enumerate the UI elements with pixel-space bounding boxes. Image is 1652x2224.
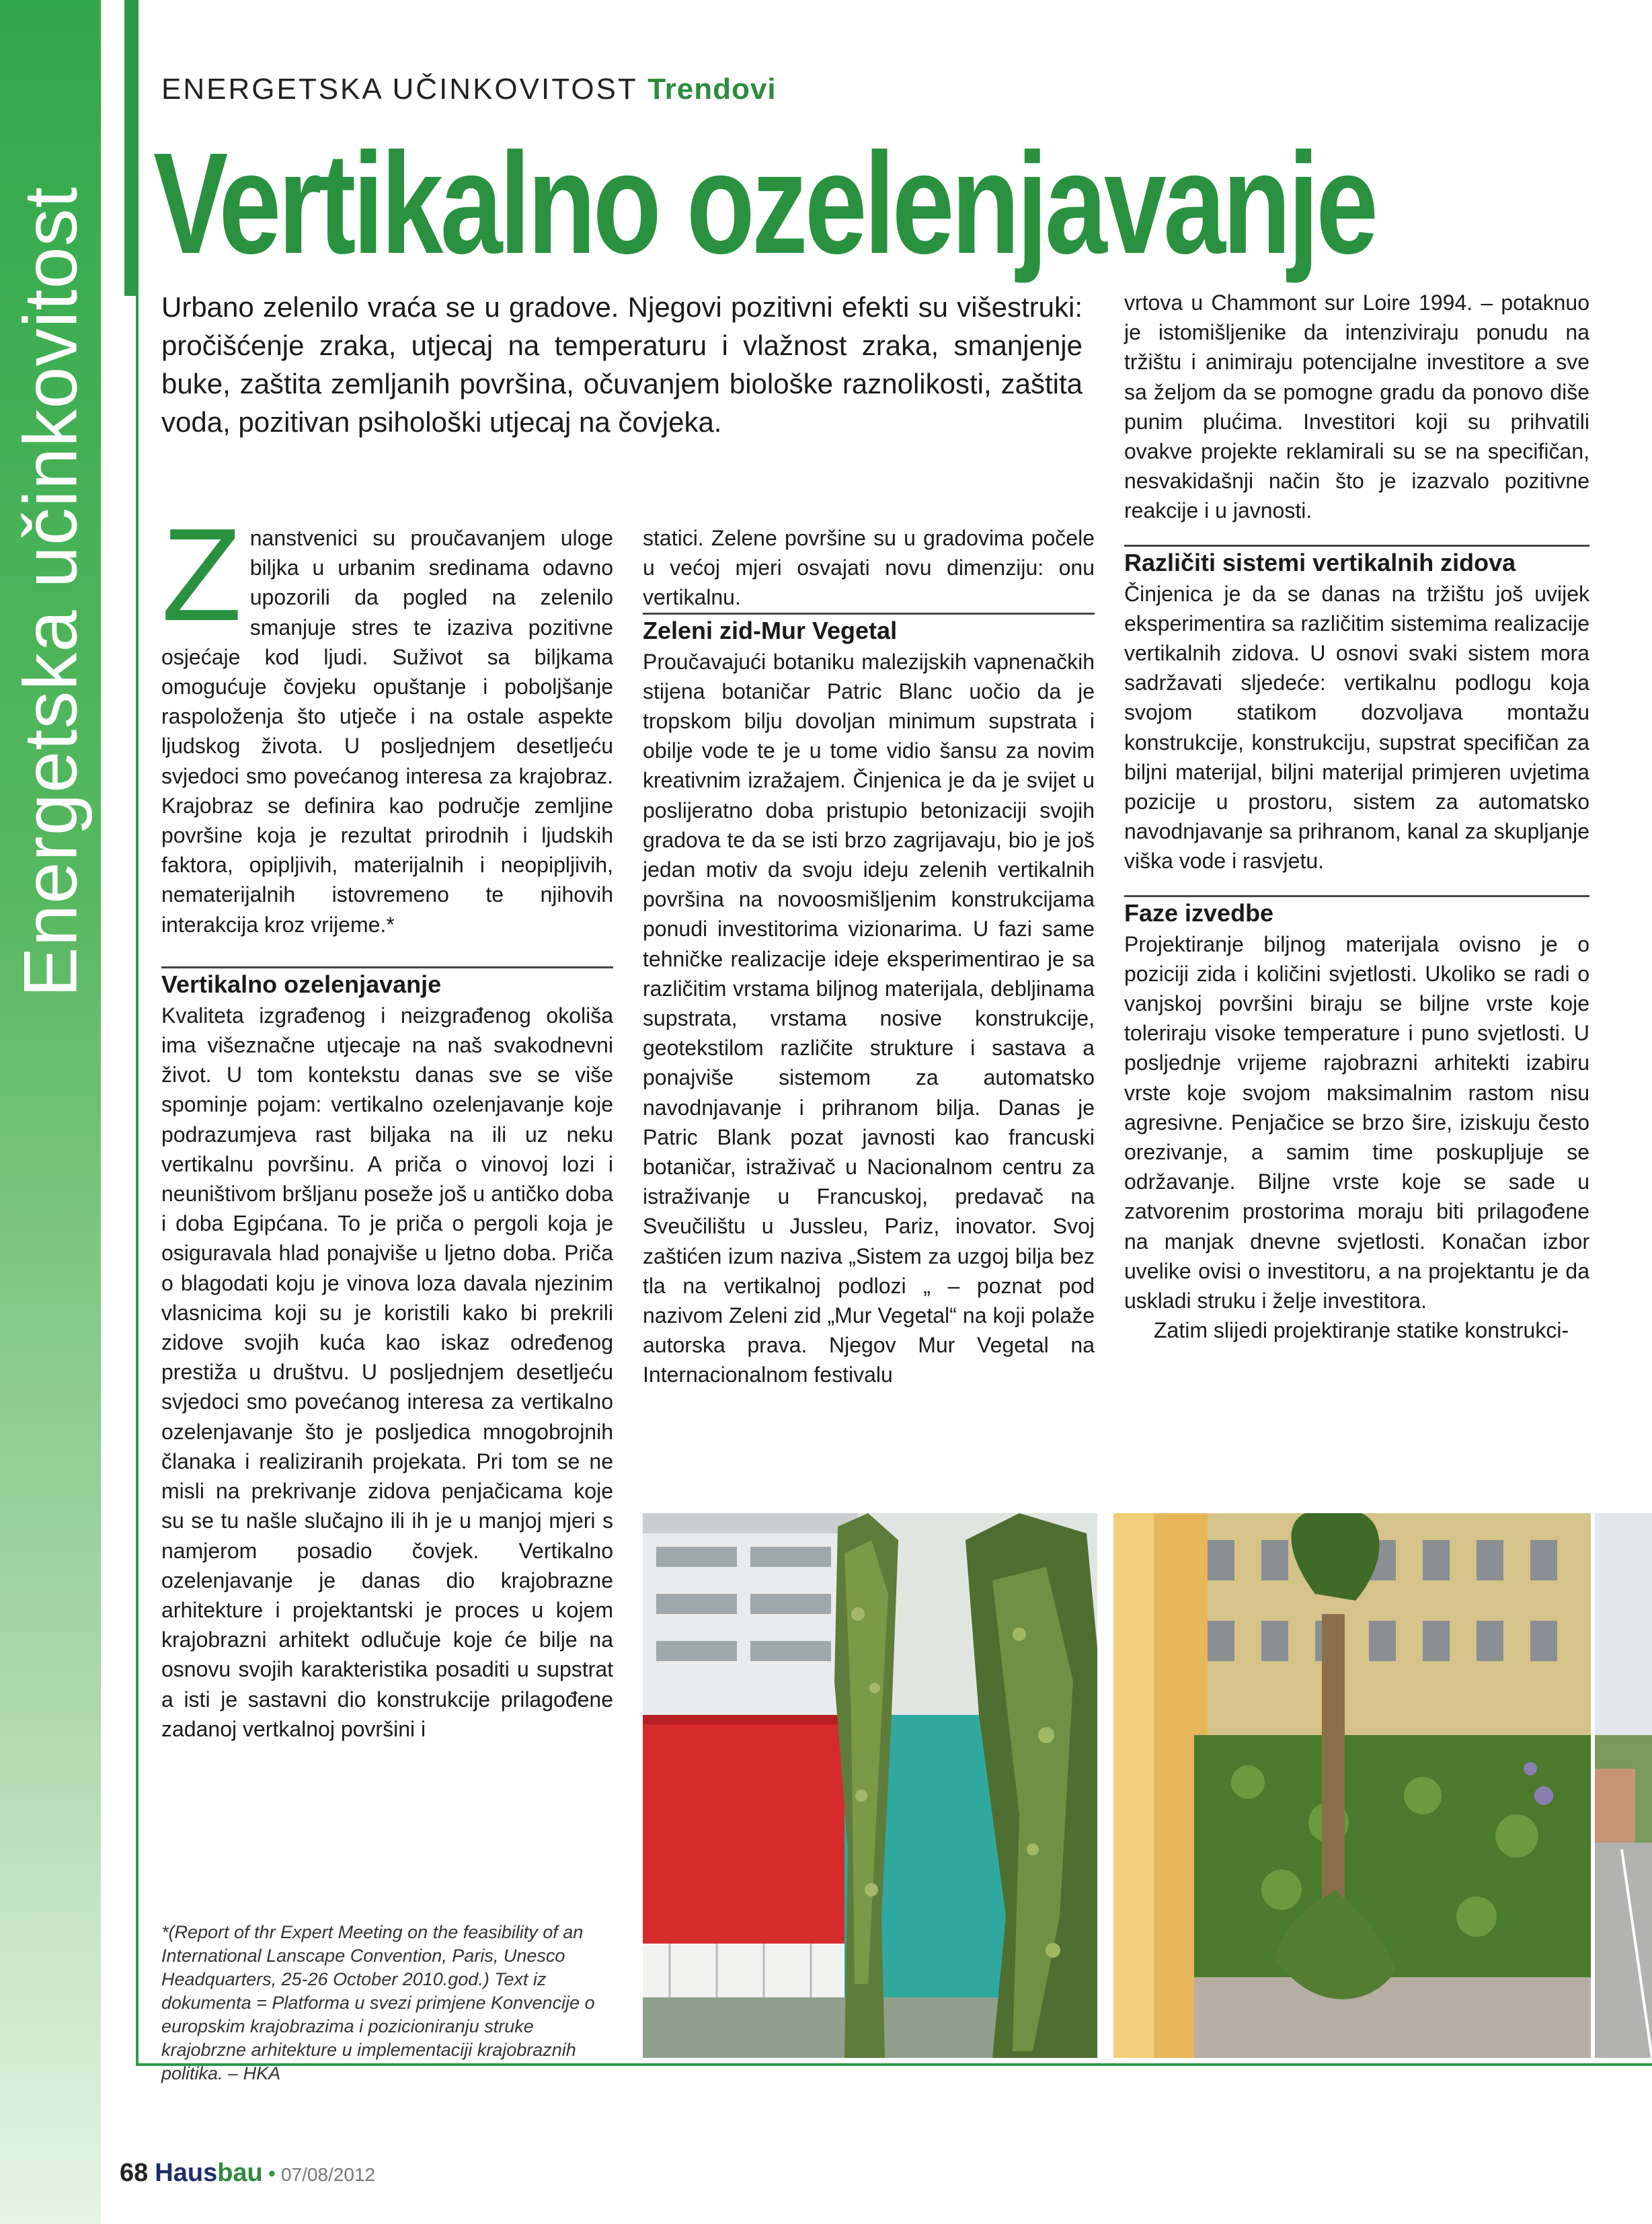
sidebar-section-text: Energetska učinkovitost: [8, 186, 93, 997]
body-paragraph: Proučavajući botaniku malezijskih vapnenačkih stijena botaničar Patric Blanc uočio da je tropskom bilju dovoljan minimum supstrata i obilje vode te je u tome vidio šansu za novim kreativnim izražajem. Činjenica je da je svijet u poslijeratno doba pristupio betonizaciji svojih gradova te da se isti brzo zagrijavaju, bio je još jedan motiv da svoju ideju zelenih vertikalnih površina na novoosmišljenim konstrukcijama ponudi investitorima vizionarima. U fazi same tehničke realizacije ideje eksperimentirao je sa različitim vrstama biljnog materijala, debljinama supstrata, vrstama nosive konstrukcije, geotekstilom različite strukture i sastava a ponajviše sistemom za automatsko navodnjavanje i prihranom bilja. Danas je Patric Blank pozat javnosti kao francuski botaničar, istraživač u Nacionalnom centru za istraživanje u Francuskoj, predavač na Sveučilištu u Jussleu, Pariz, inovator. Svoj zaštićen izum naziva „Sistem za uzgoj bilja bez tla na vertikalnoj podlozi „ – poznat pod nazivom Zeleni zid „Mur Vegetal“ na koji polaže autorska prava. Njegov Mur Vegetal na Internacionalnom festivalu: [643, 649, 1095, 1387]
article-column-3: [1124, 288, 1589, 1346]
body-paragraph: statici. Zelene površine su u gradovima počele u većoj mjeri osvajati novu dimenziju: onu vertikalnu.: [643, 526, 1095, 610]
intro-text: nanstvenici su proučavanjem uloge biljka u urbanim sredinama odavno upozorili da pogled na zelenilo smanjuje stres te izaziva pozitivne osjećaje kod ljudi. Suživot sa biljkama omogućuje čovjeku opuštanje i poboljšanje raspoloženja što utječe i na ostale aspekte ljudskog života. U posljednjem desetljeću svjedoci smo povećanog interesa za krajobraz. Krajobraz se definira kao područje zemljine površine koja je rezultat prirodnih i ljudskih faktora, opipljivih, materijalnih i neopipljivih, nematerijalnih istovremeno te njihovih interakcija kroz vrijeme.*: [161, 526, 613, 937]
dropcap: Z: [161, 501, 242, 648]
sidebar-section-label: [0, 0, 101, 1184]
body-paragraph: Zatim slijedi projektiranje statike konstrukci-: [1154, 1318, 1569, 1343]
kicker-section: ENERGETSKA UČINKOVITOST: [161, 73, 637, 106]
article-column-2: [643, 523, 1095, 1390]
frame-left-line: [136, 0, 139, 2066]
kicker-tag: Trendovi: [647, 73, 777, 106]
body-paragraph: Projektiranje biljnog materijala ovisno je o poziciji zida i količini svjetlosti. Ukoliko se radi o vanjskoj površini biraju se biljne vrste koje toleriraju visoke temperature i puno svjetlosti. U posljednje vrijeme rajobrazni arhitekti izabiru vrste koje svojom maksimalnim rastom nisu agresivne. Penjačice se brzo šire, iziskuju često orezivanje, a samim time poskupljuje se održavanje. Biljne vrste koje se sade u zatvorenim prostorima moraju biti prilagođene na manjak dnevne svjetlosti. Konačan izbor uvelike ovisi o investitoru, a na projektantu je da uskladi struku i želje investitora.: [1124, 931, 1589, 1313]
article-title: Vertikalno ozelenjavanje: [153, 123, 1376, 284]
photo-street-partial: [1595, 1513, 1652, 2058]
logo-part2: bau: [217, 2159, 263, 2187]
photo-building-green-wall: [643, 1513, 1097, 2058]
body-paragraph: Kvaliteta izgrađenog i neizgrađenog okoliša ima višeznačne utjecaje na naš svakodnevni život. U tom kontekstu danas sve se više spominje pojam: vertikalno ozelenjavanje koje podrazumjeva rast biljaka na ili uz neku vertikalnu površinu. A priča o vinovoj lozi i neuništivom bršljanu poseže još u antičko doba i doba Egipćana. To je priča o pergoli koja je osiguravala hlad ponajviše u ljetno doba. Priča o blagodati koju je vinova loza davala njezinim vlasnicima koji su je koristili kako bi prekrili zidove svojih kuća kao iskaz određenog prestiža u društvu. U posljednjem desetljeću svjedoci smo povećanog interesa za vertikalno ozelenjavanje što je posljedica mnogobrojnih članaka i realiziranih projekata. Pri tom se ne misli na prekrivanje zidova penjačicama koje su se tu našle slučajno ili ih je u manjoj mjeri s namjerom posadio čovjek. Vertikalno ozelenjavanje je danas dio krajobrazne arhitekture i projektantski je proces u kojem krajobrazni arhitekt odlučuje koje će bilje na osnovu svojih karakteristika posaditi u supstrat a isti je sastavni dio konstrukcije prilagođene zadanoj vertkalnoj površini i: [161, 1003, 613, 1741]
issue-date: 07/08/2012: [280, 2164, 376, 2185]
page-number: 68: [120, 2159, 149, 2187]
footnote: *(Report of thr Expert Meeting on the feasibility of an International Lanscape Convention, Paris, Unesco Headquarters, 25-26 October 2010.god.) Text iz dokumenta = Platforma u svezi primjene Konvencije o europskim krajobrazima i pozicioniranju struke krajobrzne arhitekture u implementaciji krajobraznih politika. – HKA: [161, 1922, 595, 2083]
sidebar-band: [0, 0, 101, 2224]
page-footer: [120, 2159, 375, 2188]
body-paragraph: vrtova u Chammont sur Loire 1994. – potaknuo je istomišljenike da intenziviraju ponudu na tržištu i animiraju potencijalne investitore a sve sa željom da se pomogne gradu da ponovo diše punim plućima. Investitori koji su prihvatili ovakve projekte reklamirali su se na specifičan, nesvakidašnji način što je izazvalo pozitivne reakcije i u javnosti.: [1124, 291, 1589, 523]
magazine-logo: [155, 2159, 262, 2187]
section-kicker: [161, 73, 777, 106]
intro-paragraph: [161, 501, 613, 940]
separator-dot-icon: •: [268, 2161, 276, 2186]
article-column-1: [161, 501, 613, 1744]
body-paragraph: Činjenica je da se danas na tržištu još uvijek eksperimentira sa različitim sistemima realizacije vertikalnih zidova. U osnovi svaki sistem mora sadržavati sljedeće: vertikalnu podlogu koja svojom statikom dozvoljava montažu konstrukcije, konstrukciju, supstrat specifičan za biljni materijal, biljni materijal primjeren uvjetima pozicije u prostoru, sistem za automatsko navodnjavanje sa prihranom, kanal za skupljanje viška vode i rasvjetu.: [1124, 581, 1589, 874]
photo-courtyard-green-wall: [1113, 1513, 1591, 2058]
subheading-vertikalno: Vertikalno ozelenjavanje: [161, 966, 613, 1001]
subheading-zeleni-zid: Zeleni zid-Mur Vegetal: [643, 613, 1095, 647]
subheading-sistemi: Različiti sistemi vertikalnih zidova: [1124, 545, 1589, 579]
logo-part1: Haus: [155, 2159, 218, 2187]
lead-paragraph: Urbano zelenilo vraća se u gradove. Njegovi pozitivni efekti su višestruki: pročišćenje zraka, utjecaj na temperaturu i vlažnost zraka, smanjenje buke, zaštita zemljanih površina, očuvanjem biološke raznolikosti, zaštita voda, pozitivan psihološki utjecaj na čovjeka.: [161, 291, 1083, 438]
subheading-faze-izvedbe: Faze izvedbe: [1124, 895, 1589, 929]
